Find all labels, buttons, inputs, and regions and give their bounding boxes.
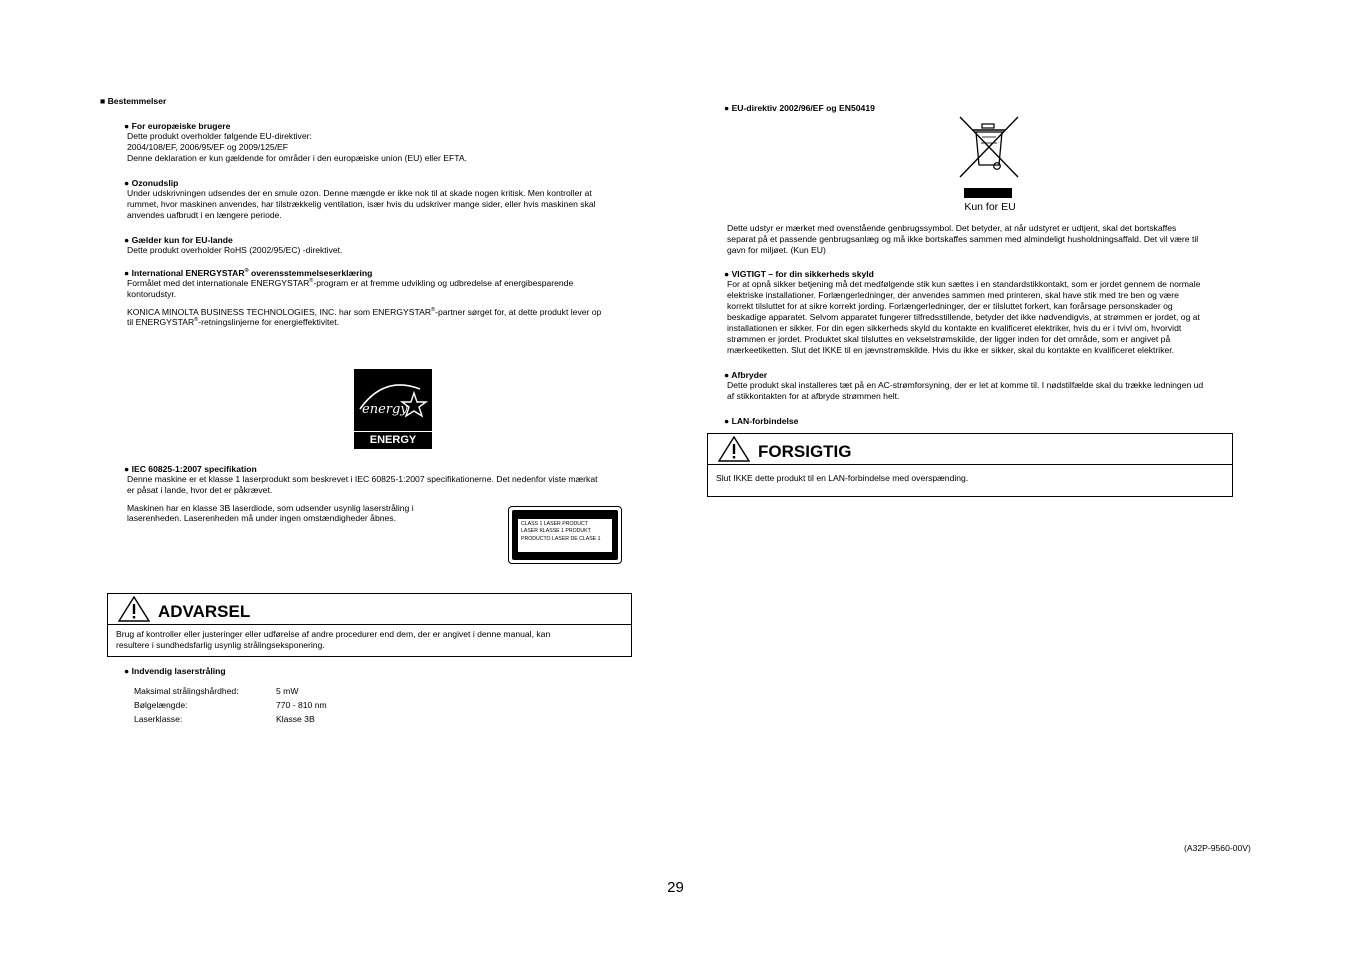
safety-section [724,269,1200,356]
weee-symbol [958,113,1022,217]
page-number: 29 [667,879,684,896]
ozone-line: Under udskrivningen udsendes der en smule ozon. Denne mængde er ikke nok til at skade nogen kritisk. Men kontroller at [127,188,592,198]
warning-triangle-icon [118,596,150,622]
energystar-paragraph-1: Formålet med det internationale ENERGYSTAR®-program er at fremme udvikling og udbredelse af energibesparende kontorudstyr. [127,278,574,299]
warning-line: Brug af kontroller eller justeringer eller udførelse af andre procedurer end dem, der er angivet i denne manual, kan [116,629,551,639]
spec-value: 5 mW [276,686,299,696]
energy-script-text: energy [362,402,408,417]
weee-black-bar [964,188,1012,198]
eu-users-line: Dette produkt overholder følgende EU-direktiver: [127,131,312,141]
ozone-title: ● Ozonudslip [124,178,179,188]
iec-line: er påsat i lande, hvor det er påkrævet. [127,484,273,495]
warning-box [107,593,632,657]
switch-line: Dette produkt skal installeres tæt på en AC-strømforsyning, der er let at komme til. I nødstilfælde skal du trække ledningen ud [727,380,1204,390]
spec-label: Bølgelængde: [134,700,188,710]
ozone-line: rummet, hvor maskinen anvendes, har tilstrækkelig ventilation, især hvis du udskriver mange sider, eller hvis maskinen skal [127,198,596,209]
caution-text: Slut IKKE dette produkt til en LAN-forbindelse med overspænding. [716,473,969,483]
safety-line: For at opnå sikker betjening må det medfølgende stik kun sættes i en standardstikkontakt, som er jordet gennem de normale [727,279,1201,289]
energystar-title: ● International ENERGYSTAR® overensstemmelseserklæring [124,268,373,278]
ozone-line: anvendes uafbrudt i en længere periode. [127,209,282,220]
document-code: (A32P-9560-00V) [1184,843,1251,853]
spec-value: Klasse 3B [276,714,315,724]
laser-label-line: LASER KLASSE 1 PRODUKT [521,528,591,535]
spec-label: Maksimal strålingshårdhed: [134,686,239,696]
weee-paragraph: Dette udstyr er mærket med ovenstående genbrugssymbol. Det betyder, at når udstyret er udtjent, skal det bortskaffes separat på et passende genbrugsanlæg og må ikke bortskaffes sammen med almindeligt husholdningsaffald. Det vil være til gavn for miljøet. (Kun EU) [727,223,1199,255]
eu-only-section [124,235,342,256]
eu-users-title: ● For europæiske brugere [124,121,231,131]
caution-title: FORSIGTIG [758,442,852,461]
energy-star-emblem-icon [354,369,432,431]
crossed-bin-icon [958,113,1022,187]
laser-class-label [508,506,622,564]
weee-caption: Kun for EU [964,201,1016,213]
energy-star-logo [354,369,432,462]
iec-line: Denne maskine er et klasse 1 laserprodukt som beskrevet i IEC 60825-1:2007 specifikationerne. Det nedenfor viste mærkat [127,474,598,484]
eu-only-title: ● Gælder kun for EU-lande [124,235,233,245]
laser-label-line: PRODUCTO LASER DE CLASE 1 [521,535,601,542]
switch-title: ● Afbryder [724,370,768,380]
warning-line: resultere i sundhedsfarlig usynlig strålingseksponering. [116,639,325,650]
iec-title: ● IEC 60825-1:2007 specifikation [124,464,257,474]
switch-section [724,370,1203,402]
safety-title: ● VIGTIGT – for din sikkerheds skyld [724,269,874,279]
switch-line: af stikkontakten for at afbryde strømmen helt. [727,390,900,401]
ozone-section [124,178,596,220]
section-heading: ■ Bestemmelser [100,96,167,106]
iec-line: Maskinen har en klasse 3B laserdiode, som udsender usynlig laserstråling i [127,502,414,513]
eu-users-section [124,121,467,163]
caution-triangle-icon [718,436,750,462]
safety-line: mærkeetiketten. Slut det IKKE til en jævnstrømskilde. Hvis du ikke er sikker, skal du kontakte en kvalificeret elektriker. [727,345,1175,355]
eu-users-line: 2004/108/EF, 2006/95/EF og 2009/125/EF [127,141,289,152]
warning-title: ADVARSEL [158,602,251,621]
energy-star-label: ENERGY STAR [354,431,432,464]
eu-users-line: Denne deklaration er kun gældende for områder i den europæiske union (EU) eller EFTA. [127,152,467,163]
spec-value: 770 - 810 nm [276,700,327,710]
laser-label-line: CLASS 1 LASER PRODUCT [521,521,588,527]
safety-line: strømmen er jordet. Produktet skal tilsluttes en vekselstrømskilde, der ligger inden for det område, som er angivet på [727,334,1171,344]
safety-line: installationen er sikker. For din egen sikkerheds skyld du kontakte en kvalificeret elektriker, hvis du er i tvivl om, hvorvidt [727,323,1182,333]
energystar-paragraph-2: KONICA MINOLTA BUSINESS TECHNOLOGIES, INC. har som ENERGYSTAR®-partner sørget for, at dette produkt lever op til ENERGYSTAR®-retningslinjerne for energieffektivitet. [127,306,602,328]
energystar-section [124,268,664,328]
iec-line: laserenheden. Laserenheden må under ingen omstændigheder åbnes. [127,513,396,524]
weee-title: ● EU-direktiv 2002/96/EF og EN50419 [724,103,875,113]
caution-box [707,433,1233,497]
safety-line: beskadige apparatet. Selvom apparatet fungerer tilfredsstillende, betyder det ikke nødvendigvis, at strømmen er jordet, og at [727,312,1200,322]
spec-label: Laserklasse: [134,714,183,724]
safety-line: korrekt tilsluttet for at sikre korrekt jording. Forlængerledninger, der er tilsluttet forkert, kan forårsage personskader og [727,301,1173,311]
eu-only-line: Dette produkt overholder RoHS (2002/95/EC) -direktivet. [127,245,343,255]
internal-laser-title: ● Indvendig laserstråling [124,666,226,676]
safety-line: elektriske installationer. Forlængerledninger, der anvendes sammen med printeren, skal have stik med tre ben og være [727,290,1179,300]
lan-title: ● LAN-forbindelse [724,416,799,426]
